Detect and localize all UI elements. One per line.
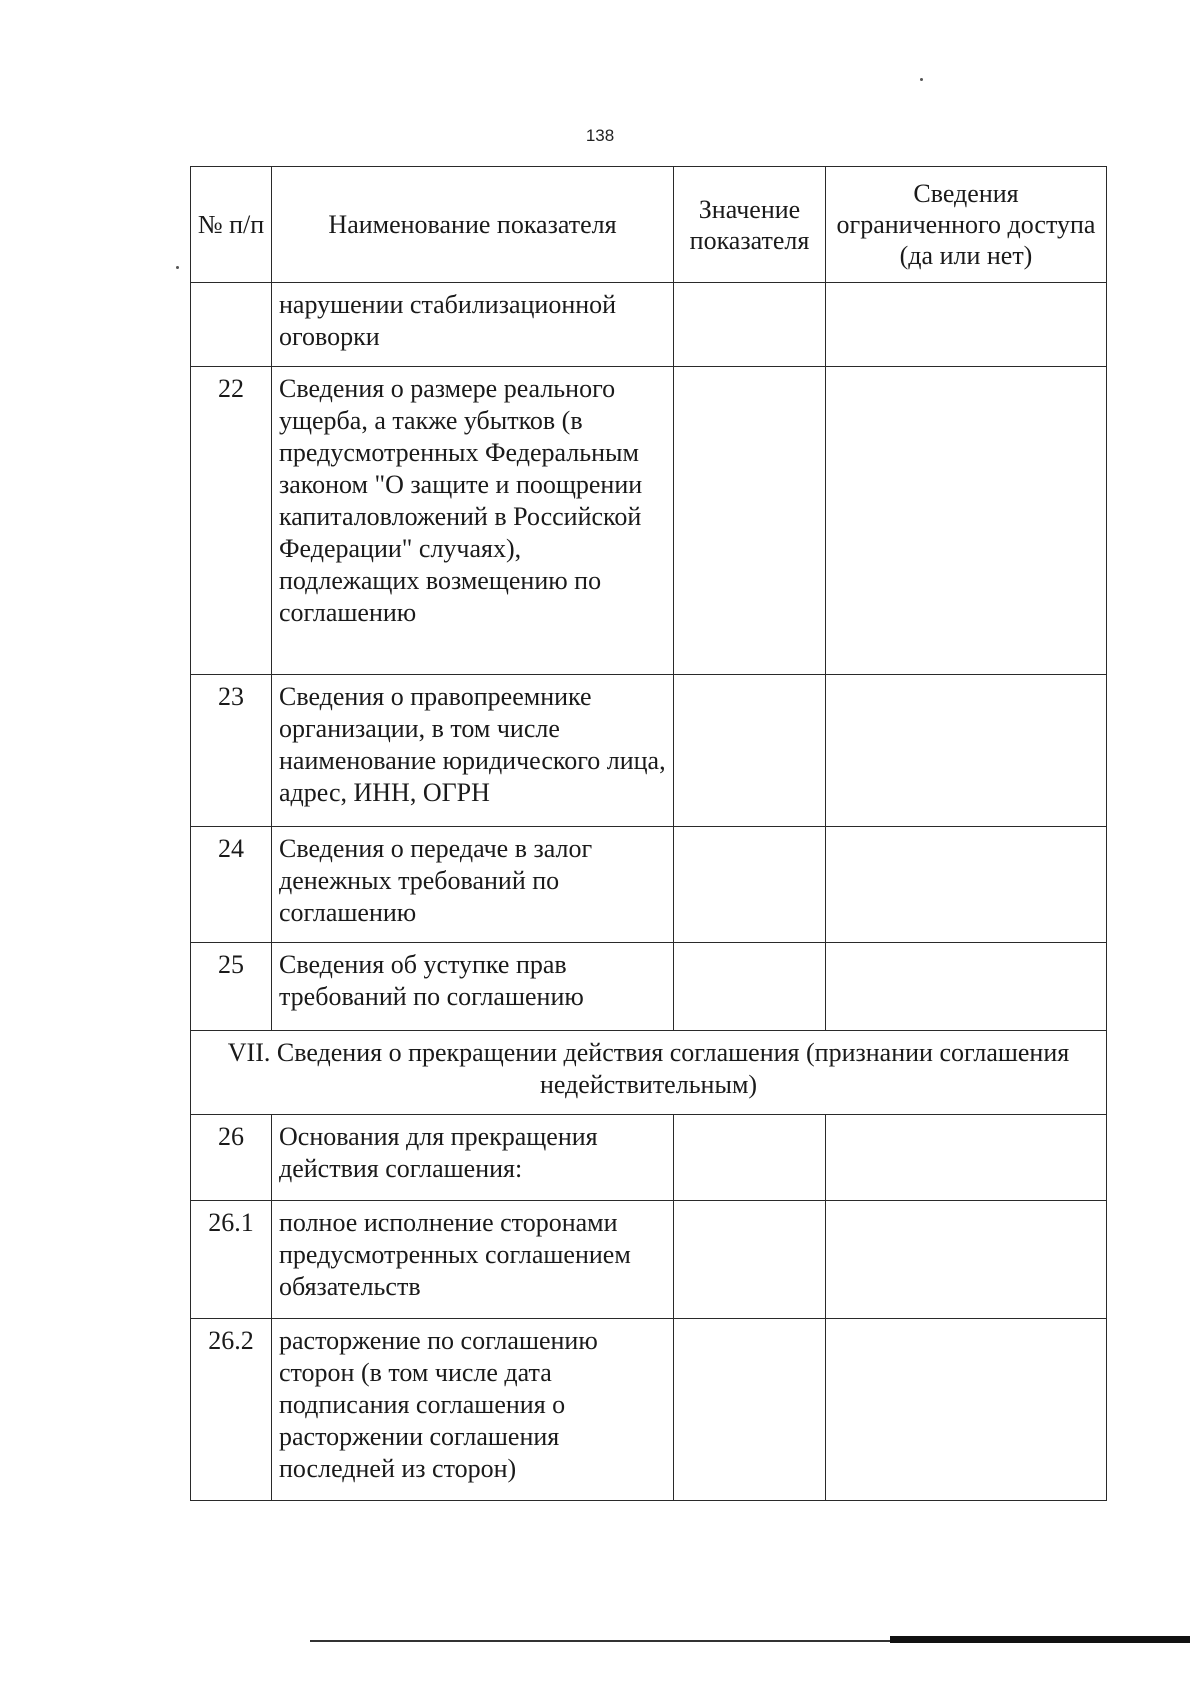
row-restricted [826,1319,1107,1501]
scan-speck [176,266,179,269]
row-restricted [826,1201,1107,1319]
table-row [191,283,1107,367]
table-row [191,1115,1107,1201]
row-name: Сведения об уступке прав требований по соглашению [272,943,674,1031]
row-name: нарушении стабилизационной оговорки [272,283,674,367]
row-number: 25 [191,943,272,1031]
header-value: Значение показателя [674,167,826,283]
row-value [674,367,826,675]
header-restricted: Сведения ограниченного доступа (да или нет) [826,167,1107,283]
table-row [191,367,1107,675]
row-number: 26.1 [191,1201,272,1319]
row-value [674,1115,826,1201]
row-restricted [826,943,1107,1031]
row-restricted [826,675,1107,827]
table-row [191,943,1107,1031]
bottom-rule [310,1640,1190,1642]
row-number: 26 [191,1115,272,1201]
table-row [191,1319,1107,1501]
row-value [674,1319,826,1501]
table-row [191,675,1107,827]
row-value [674,943,826,1031]
header-number: № п/п [191,167,272,283]
row-name: полное исполнение сторонами предусмотренных соглашением обязательств [272,1201,674,1319]
row-value [674,675,826,827]
row-number: 22 [191,367,272,675]
indicator-table [190,166,1107,1501]
row-restricted [826,367,1107,675]
section-row [191,1031,1107,1115]
row-name: Сведения о размере реального ущерба, а также убытков (в предусмотренных Федеральным законом "О защите и поощрении капиталовложений в Российской Федерации" случаях), подлежащих возмещению по соглашению [272,367,674,675]
scan-speck [920,78,923,81]
row-restricted [826,827,1107,943]
table-row [191,1201,1107,1319]
row-number: 26.2 [191,1319,272,1501]
page-number: 138 [585,126,615,145]
row-value [674,1201,826,1319]
row-number [191,283,272,367]
section-title: VII. Сведения о прекращении действия соглашения (признании соглашения недействительным) [191,1031,1107,1115]
table-row [191,827,1107,943]
row-name: Основания для прекращения действия соглашения: [272,1115,674,1201]
row-value [674,283,826,367]
row-value [674,827,826,943]
row-number: 23 [191,675,272,827]
table-header-row [191,167,1107,283]
header-name: Наименование показателя [272,167,674,283]
row-name: Сведения о передаче в залог денежных требований по соглашению [272,827,674,943]
row-name: Сведения о правопреемнике организации, в том числе наименование юридического лица, адрес, ИНН, ОГРН [272,675,674,827]
row-number: 24 [191,827,272,943]
row-restricted [826,1115,1107,1201]
row-name: расторжение по соглашению сторон (в том числе дата подписания соглашения о расторжении соглашения последней из сторон) [272,1319,674,1501]
row-restricted [826,283,1107,367]
